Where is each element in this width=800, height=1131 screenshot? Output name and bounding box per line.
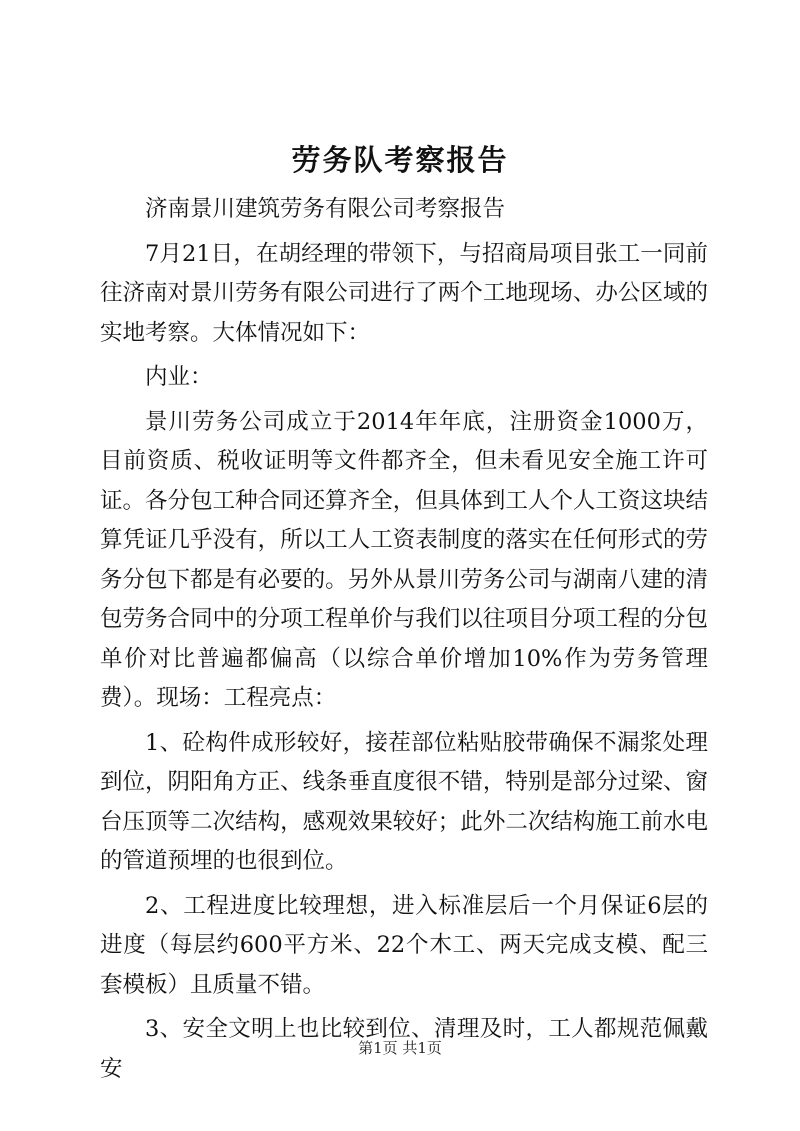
document-title: 劳务队考察报告 [291, 143, 509, 177]
paragraph-point-1: 1、砼构件成形较好，接茬部位粘贴胶带确保不漏浆处理到位，阴阳角方正、线条垂直度很不错，特别是部分过梁、窗台压顶等二次结构，感观效果较好；此外二次结构施工前水电的管道预埋的也很到位。 [100, 729, 708, 874]
document-body [100, 190, 708, 1089]
paragraph-company-info: 景川劳务公司成立于2014年年底，注册资金1000万，目前资质、税收证明等文件都齐全，但未看见安全施工许可证。各分包工种合同还算齐全，但具体到工人个人工资这块结算凭证几乎没有，所以工人工资表制度的落实在任何形式的劳务分包下都是有必要的。另外从景川劳务公司与湖南八建的清包劳务合同中的分项工程单价与我们以往项目分项工程的分包单价对比普遍都偏高（以综合单价增加10%作为劳务管理费）。现场：工程亮点： [100, 408, 708, 711]
paragraph-section-internal: 内业： [145, 364, 213, 390]
paragraph-intro: 7月21日，在胡经理的带领下，与招商局项目张工一同前往济南对景川劳务有限公司进行了两个工地现场、办公区域的实地考察。大体情况如下： [100, 240, 708, 346]
paragraph-subtitle: 济南景川建筑劳务有限公司考察报告 [145, 196, 506, 222]
paragraph-point-2: 2、工程进度比较理想，进入标准层后一个月保证6层的进度（每层约600平方米、22个木工、两天完成支模、配三套模板）且质量不错。 [100, 892, 708, 998]
paragraph-point-3: 3、安全文明上也比较到位、清理及时，工人都规范佩戴安 [100, 1016, 708, 1082]
page-footer: 第1页 共1页 [358, 1039, 442, 1057]
